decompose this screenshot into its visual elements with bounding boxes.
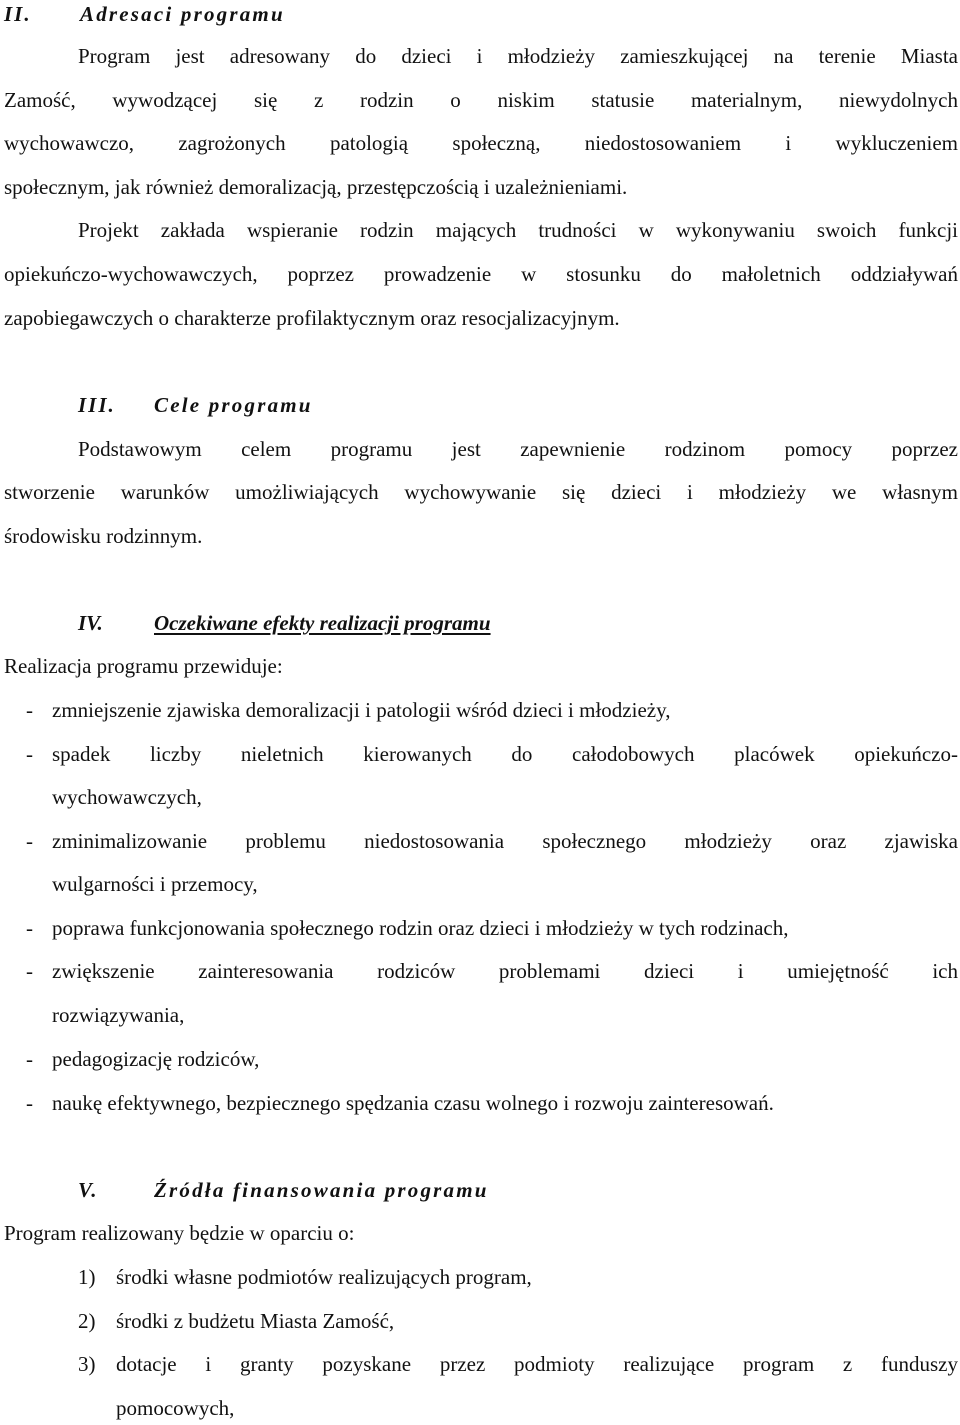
bullet-dash: - bbox=[26, 698, 33, 722]
list-item-text: pedagogizację rodziców, bbox=[52, 1047, 260, 1071]
paragraph-line: opiekuńczo-wychowawczych, poprzez prowadzenie w stosunku do małoletnich oddziaływań bbox=[4, 262, 958, 286]
bullet-dash: - bbox=[26, 829, 33, 853]
numbered-item-text: pomocowych, bbox=[116, 1396, 235, 1420]
section-number: III. bbox=[78, 393, 116, 417]
section-heading-2 bbox=[4, 0, 285, 28]
section-number: V. bbox=[78, 1178, 99, 1202]
section-heading-5 bbox=[78, 1176, 489, 1204]
paragraph-line: zapobiegawczych o charakterze profilaktycznym oraz resocjalizacyjnym. bbox=[4, 306, 620, 330]
list-item-text: naukę efektywnego, bezpiecznego spędzania czasu wolnego i rozwoju zainteresowań. bbox=[52, 1091, 774, 1115]
section-heading-3 bbox=[78, 391, 313, 419]
bullet-dash: - bbox=[26, 1091, 33, 1115]
section-heading-4 bbox=[78, 609, 491, 637]
numbered-item-text: dotacje i granty pozyskane przez podmioty realizujące program z funduszy bbox=[116, 1352, 958, 1376]
list-item-text: wychowawczych, bbox=[52, 785, 202, 809]
item-number: 1) bbox=[78, 1265, 96, 1289]
list-item-text: rozwiązywania, bbox=[52, 1003, 185, 1027]
bullet-dash: - bbox=[26, 959, 33, 983]
list-item-text: wulgarności i przemocy, bbox=[52, 872, 258, 896]
list-item-text: zwiększenie zainteresowania rodziców problemami dzieci i umiejętność ich bbox=[52, 959, 958, 983]
section-title: Cele programu bbox=[154, 393, 313, 417]
bullet-dash: - bbox=[26, 1047, 33, 1071]
item-number: 3) bbox=[78, 1352, 96, 1376]
paragraph-line: środowisku rodzinnym. bbox=[4, 524, 203, 548]
paragraph-line: Podstawowym celem programu jest zapewnienie rodzinom pomocy poprzez bbox=[78, 437, 958, 461]
item-number: 2) bbox=[78, 1309, 96, 1333]
bullet-dash: - bbox=[26, 916, 33, 940]
section-number: II. bbox=[4, 2, 32, 26]
section-title: Adresaci programu bbox=[80, 2, 285, 26]
paragraph-line: wychowawczo, zagrożonych patologią społeczną, niedostosowaniem i wykluczeniem bbox=[4, 131, 958, 155]
list-item-text: poprawa funkcjonowania społecznego rodzin oraz dzieci i młodzieży w tych rodzinach, bbox=[52, 916, 789, 940]
section-title: Źródła finansowania programu bbox=[154, 1178, 489, 1202]
list-intro: Realizacja programu przewiduje: bbox=[4, 654, 283, 678]
paragraph-line: stworzenie warunków umożliwiających wychowywanie się dzieci i młodzieży we własnym bbox=[4, 480, 958, 504]
paragraph-line: Projekt zakłada wspieranie rodzin mających trudności w wykonywaniu swoich funkcji bbox=[78, 218, 958, 242]
section-title: Oczekiwane efekty realizacji programu bbox=[154, 611, 491, 635]
numbered-item-text: środki z budżetu Miasta Zamość, bbox=[116, 1309, 395, 1333]
list-intro: Program realizowany będzie w oparciu o: bbox=[4, 1221, 355, 1245]
section-number: IV. bbox=[78, 611, 103, 635]
list-item-text: zmniejszenie zjawiska demoralizacji i patologii wśród dzieci i młodzieży, bbox=[52, 698, 671, 722]
paragraph-line: Program jest adresowany do dzieci i młodzieży zamieszkującej na terenie Miasta bbox=[78, 44, 958, 68]
bullet-dash: - bbox=[26, 742, 33, 766]
numbered-item-text: środki własne podmiotów realizujących program, bbox=[116, 1265, 532, 1289]
list-item-text: spadek liczby nieletnich kierowanych do całodobowych placówek opiekuńczo- bbox=[52, 742, 958, 766]
list-item-text: zminimalizowanie problemu niedostosowania społecznego młodzieży oraz zjawiska bbox=[52, 829, 958, 853]
paragraph-line: Zamość, wywodzącej się z rodzin o niskim statusie materialnym, niewydolnych bbox=[4, 88, 958, 112]
paragraph-line: społecznym, jak również demoralizacją, przestępczością i uzależnieniami. bbox=[4, 175, 628, 199]
